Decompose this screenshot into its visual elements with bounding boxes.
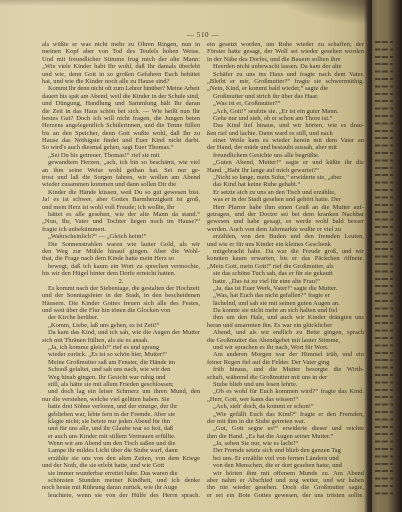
text-line: Schäfer zu uns ins Haus und fragte nach dem Vater. xyxy=(213,70,364,78)
text-line: „Was ist er, Großmutter?“ xyxy=(213,100,281,108)
text-line: still, als hätte sie mit allem Frieden geschlossen; xyxy=(48,380,174,388)
text-line: bewegt, daß ich kaum ein Wort zu sprechen vermochte, xyxy=(48,262,200,270)
text-line: der Kirche herüber. xyxy=(48,314,99,322)
text-line: Die Sonnenstrahlen waren wie lauter Gold, als wir xyxy=(48,240,200,248)
text-line: that, die Frage nach dem Kinde hatte mein Herz so xyxy=(42,255,175,263)
text-line: Heerden nicht unbewacht lassen. Da kam der alte xyxy=(213,63,342,71)
text-line: „Gut, Gott segne es!“ erwiderte dieser und reichte xyxy=(213,425,364,433)
text-line: Der Fremde setzte sich und blieb den ganzen Tag xyxy=(213,447,341,455)
text-line: „Was, hat Euch das nicht gefallen?“ fragte er xyxy=(213,292,330,300)
text-line: Wenn wir am Abend um den Tisch saßen und die xyxy=(48,440,176,448)
text-line: was er in der Stadt gesehen und gehört hatte. Der xyxy=(213,196,341,204)
text-line: „Nicht so lange, mein Sohn,“ erwiderte sie, „aber xyxy=(213,174,342,182)
text-line: und doch lag ein leiser Schmerz um ihren Mund, den xyxy=(48,388,200,396)
text-line: „Wahrscheinlich?“ — „Gleich heim!“ xyxy=(48,233,147,241)
text-line: sie das schöne Tuch sah, das er für sie gekauft xyxy=(213,270,333,278)
text-line: Weg hinab gingen. Ihr Gesicht war ruhig und xyxy=(48,373,166,381)
text-line: und wie er für uns Kinder ein kleines Geschenk xyxy=(207,240,331,248)
text-line: bis wir den Hügel hinter dem Dorfe erreicht hatten. xyxy=(42,270,176,278)
text-line: Da konnte sie nicht mehr an sich halten und fiel xyxy=(213,307,338,315)
adjacent-page-edge xyxy=(372,0,402,512)
text-line: Hause das Nöthigste findet und Euer Kind nicht darbt. xyxy=(42,137,200,145)
text-line: „Bleibt er mir, Großmutter?“ fragte sie schwermüthig. xyxy=(207,77,364,85)
adjacent-page-print-marks xyxy=(375,41,393,499)
text-line: ein gesetzt worden, um Ruhe wieder zu schaffen; der xyxy=(207,41,364,48)
text-line: in der Nähe des Dorfes, und die Bauern sollten ihre xyxy=(207,55,341,63)
text-line: schönsten Stunden meiner Kindheit, und ich denke xyxy=(48,477,200,485)
text-line: gewandtem Herzen, „ach, ich bin so beschämt, wie viel xyxy=(48,159,200,167)
text-line: leuchtete, wenn sie von der Hülfe des Herrn sprach. xyxy=(48,491,200,499)
text-line: Lampe ihr mildes Licht über die Stube warf, dann xyxy=(48,447,178,455)
text-line: mitgebracht habe. Da war die Freude groß, und wir xyxy=(213,247,364,255)
text-line: freundlichem Gesichte uns alle begrüßte. xyxy=(213,151,320,159)
text-line: hatte. „Das ist zu viel für eine alte Frau!“ xyxy=(213,277,321,285)
text-line: wir hörten ihm mit offenem Munde zu. Am Abend xyxy=(213,469,364,477)
text-line: „Komm, Liebe, laß uns gehen, es ist Zeit!“ xyxy=(48,321,160,329)
text-line: „Ja, ich komme gleich!“ rief es und sprang xyxy=(48,344,160,352)
text-line: Förster hatte gesagt, der Wolf sei wieder gesehen worden xyxy=(207,48,364,56)
text-line: „Sei Du bis getreuer, Thomas!“ rief sie mit xyxy=(48,151,160,159)
text-line: Er setzte sich zu uns an den Tisch und erzählte, xyxy=(213,188,336,196)
text-line: „Mein Gott, mein Gott!“ rief die Großmutter, als xyxy=(207,262,334,270)
text-line: fragte ich unbekümmert. xyxy=(42,225,107,233)
text-line: ihm die Hand. „Es hat die Augen seiner Mutter.“ xyxy=(207,432,334,440)
text-line: heran und umarmten ihn. Es war ein glücklicher xyxy=(207,321,333,329)
page-number: — 510 — xyxy=(186,31,220,39)
text-line: die Großmutter das Abendgebet mit lauter Stimme, xyxy=(207,336,341,344)
text-line: an ihm seine Weise wohl gethan hat. Sei nur ge- xyxy=(42,166,200,174)
text-line: „Guten Abend, Mutter!“ sagte er und küßte ihr die xyxy=(213,159,364,167)
text-line: und Düngung, Handlung und Sammlung hält Ihr daran xyxy=(42,100,200,108)
text-line: und der Sonntagsfeier in der Stadt, in den bescheidenen xyxy=(42,292,200,300)
text-line: werden. Auch von dem Jahrmarkte wußte er viel zu xyxy=(207,225,342,233)
text-line: schaft, während die Großmutter mit uns in der xyxy=(207,373,328,381)
text-line: „Nein, Kind, er kommt bald wieder,“ sagte die xyxy=(207,85,329,93)
text-line: ßen rief und lachte. Dann ward es still, und nach xyxy=(207,129,333,137)
text-line: gewesen und habe gesagt, es werde wohl bald besser xyxy=(207,218,364,226)
text-line: Meine Großmutter saß am Fenster, die Hände im xyxy=(48,358,176,366)
text-line: er auch uns Kinder mit stillem Vertrauen erfüllte. xyxy=(48,432,176,440)
text-line: trost und laß die Sorgen fahren, wir wollen am Abend xyxy=(42,174,200,182)
left-text-column xyxy=(42,41,200,499)
text-line: Ja! es ist schwer, aber Gottes Barmherzigkeit ist groß, xyxy=(42,196,200,204)
text-line: und mein Herz ist wohl voll Freude; ich wollte, Ihr xyxy=(42,203,175,211)
text-line: noch heute mit Rührung daran zurück, wie ihr Auge xyxy=(42,484,178,492)
text-line: feiner Regen fiel auf die Felder. Der Vater ging xyxy=(207,358,330,366)
text-line: und wir sprachen es ihr nach, Wort für Wort. xyxy=(213,344,329,352)
text-line: hatte drei Söhne verloren, und der einzige, der ihr xyxy=(48,403,178,411)
text-line: hat, und wie die Kinder noch alle zu Hause sind? xyxy=(42,77,170,85)
text-line: und der Noth, die sie erlebt hatte, und wie Gott xyxy=(42,462,165,470)
text-line: So wird's auch diesmal gehen, sagt Euer Thomas.“ xyxy=(42,144,174,152)
text-line: bestes Gut? Doch ich will nicht fragen, die Jungen beten xyxy=(42,114,200,122)
text-line: der Hand, der müde und bestaubt aussah, aber mit xyxy=(207,144,337,152)
text-line: und weit über die Flur hin tönen die Glocken von xyxy=(42,307,171,315)
text-line: nur die verstehen, welche viel gelitten haben. Sie xyxy=(42,395,170,403)
text-line: der mit ihm in die Stube getreten war. xyxy=(207,417,306,425)
binding-shadow xyxy=(364,0,372,512)
text-line: geblieben war, lebte fern in der Fremde. Aber sie xyxy=(48,410,176,418)
text-line: „Ja, sehen Sie nur, wie es lacht!“ xyxy=(213,440,299,448)
text-line: bis an den Speicher, denn Gott wußte wohl, daß Ihr zu xyxy=(42,129,200,137)
text-line: die Zeit in das Haus schön bei sich. — Wie heißt nun Ihr xyxy=(42,107,200,115)
text-line: bei uns. Er erzählte viel von fernen Ländern und xyxy=(213,454,339,462)
text-line: Stube blieb und uns lesen lehrte. xyxy=(213,380,298,388)
right-text-column xyxy=(207,41,364,499)
text-line: früh hinaus, und die Mutter besorgte die Wirth- xyxy=(213,366,364,374)
text-line: wieder zurück. „Es ist so schön hier, Mutter!“ xyxy=(48,351,168,359)
text-line: Abend, und als wir endlich zu Bette gingen, sprach xyxy=(213,329,364,337)
text-line: „Ja, das ist Euer Werk, Vater!“ sagte die Mutter. xyxy=(213,284,338,292)
text-line: „Nun, Ihr, Vater und Tochter liegen noch im Hause?“ xyxy=(42,218,200,226)
text-line: und wie, denn Gott in so großen Gefahren Euch behütet xyxy=(42,70,200,78)
text-line: „Ob es wohl für Euch kommen wird?“ fragte das Kind. xyxy=(213,388,364,396)
text-line: Hand. „Habt Ihr lange auf mich gewartet?“ xyxy=(207,166,320,174)
text-line: Da kam das Kind, und ich sah, wie die Augen der Mutter xyxy=(48,329,200,337)
text-line: dauert bis spät am Abend, weil die Kinder in der Schule sind, xyxy=(42,92,200,100)
text-line: Kinder die Hände küssen, weil Du so gut gewesen bist. xyxy=(48,188,200,196)
text-line: konnten kaum erwarten, bis er das Päckchen öffnete. xyxy=(207,255,364,263)
text-line: wieder zusammen kommen und dann sollen Dir die xyxy=(42,181,177,189)
text-line: den Weg zur Mühle hinauf gingen. Aber die Wohl- xyxy=(42,247,200,255)
text-line: klagte nicht; sie betete nur jeden Abend für ihn xyxy=(48,417,171,425)
text-line: „Herr, Gott, wer kann das wissen!“ xyxy=(207,395,299,403)
text-line: lächelnd, und sah sie mit seinen guten Augen an. xyxy=(213,299,340,307)
text-line: von den Menschen, die er dort gesehen hatte, und xyxy=(213,462,342,470)
text-line: Herzens angelegentlich Schülerinnen, und die Tenne füllen xyxy=(42,122,200,130)
text-line: erzählte sie uns von den alten Zeiten, von dem Kriege xyxy=(48,454,200,462)
text-line: Und mit freundlicher Stimme frug mich der alte Mann: xyxy=(42,55,200,63)
text-line: ihn nie wieder gesehen. Doch die Großmutter sagte, xyxy=(207,484,364,492)
text-line: Herr Pfarrer habe ihm einen Gruß an die Mutter auf- xyxy=(213,203,364,211)
text-line: sie immer wunderbar errettet habe. Das waren die xyxy=(48,469,178,477)
text-line: das Kind hat keine Ruhe gehabt.“ xyxy=(213,181,301,189)
text-line: „Ach, Gott!“ seufzte sie. „Er ist ein guter Mann. xyxy=(213,107,339,115)
section-number: 2. xyxy=(118,277,124,285)
text-line: hättet es alle gesehen, wie der alte Mann da stand.“ xyxy=(48,210,200,218)
text-line: einer Weile kam es wieder herein mit dem Vater an xyxy=(213,137,364,145)
text-line: „Ach, sieh' doch, da kommt er schon!“ xyxy=(213,403,314,411)
text-line: Großmutter und strich ihr über das Haar. xyxy=(213,92,319,100)
text-line: Es kommt nach der Siebentage, die gestalten der Hochzeit xyxy=(48,284,200,292)
text-line: und für uns alle, und ihr Glaube war so fest, daß xyxy=(48,425,174,433)
text-line: Häusern. Die Kinder Gottes freuen sich alle des Festes, xyxy=(42,299,200,307)
text-line: „Wie gefällt Euch das Kind?“ fragte er den Fremden, xyxy=(213,410,364,418)
text-line: er sei ein Bote Gottes gewesen, der uns trösten sollte. xyxy=(207,491,364,499)
text-line: „Wie viele Kinder habt Ihr wohl, daß Ihr damals überlebt xyxy=(42,63,200,71)
text-line: erzählen, von den Buden und den fremden Leuten, xyxy=(213,233,364,241)
text-line: als wüßte er was nicht mehr zu Ohren Ringen, nun in xyxy=(42,41,200,48)
text-line: Das Kind lief hinaus, und wir hörten, wie es drau- xyxy=(213,122,364,130)
text-line: getragen, und der Doctor sei bei dem kranken Nachbar xyxy=(207,210,364,218)
text-line: ihm um den Hals, und auch wir Kinder drängten uns xyxy=(213,314,364,322)
text-line: Kommt Ihr denn nicht oft zum Lehrer hinüber? Meine Arbeit xyxy=(48,85,200,93)
text-line: sich mit Thränen füllten, als sie es ansah. xyxy=(42,336,149,344)
text-line: meinen Kopf aber von Tod des Teufels hohen Weise. xyxy=(42,48,200,56)
text-line: Gehe nur und sieh, ob er schon am Thore ist.“ xyxy=(213,114,333,122)
text-line: Am anderen Morgen war der Himmel trüb, und ein xyxy=(213,351,364,359)
text-line: aber nahm er Abschied und zog weiter, und wir haben xyxy=(207,477,364,485)
text-line: Schooß gefaltet, und sah uns nach, wie wir den xyxy=(48,366,171,374)
page-top-shadow xyxy=(0,0,402,6)
